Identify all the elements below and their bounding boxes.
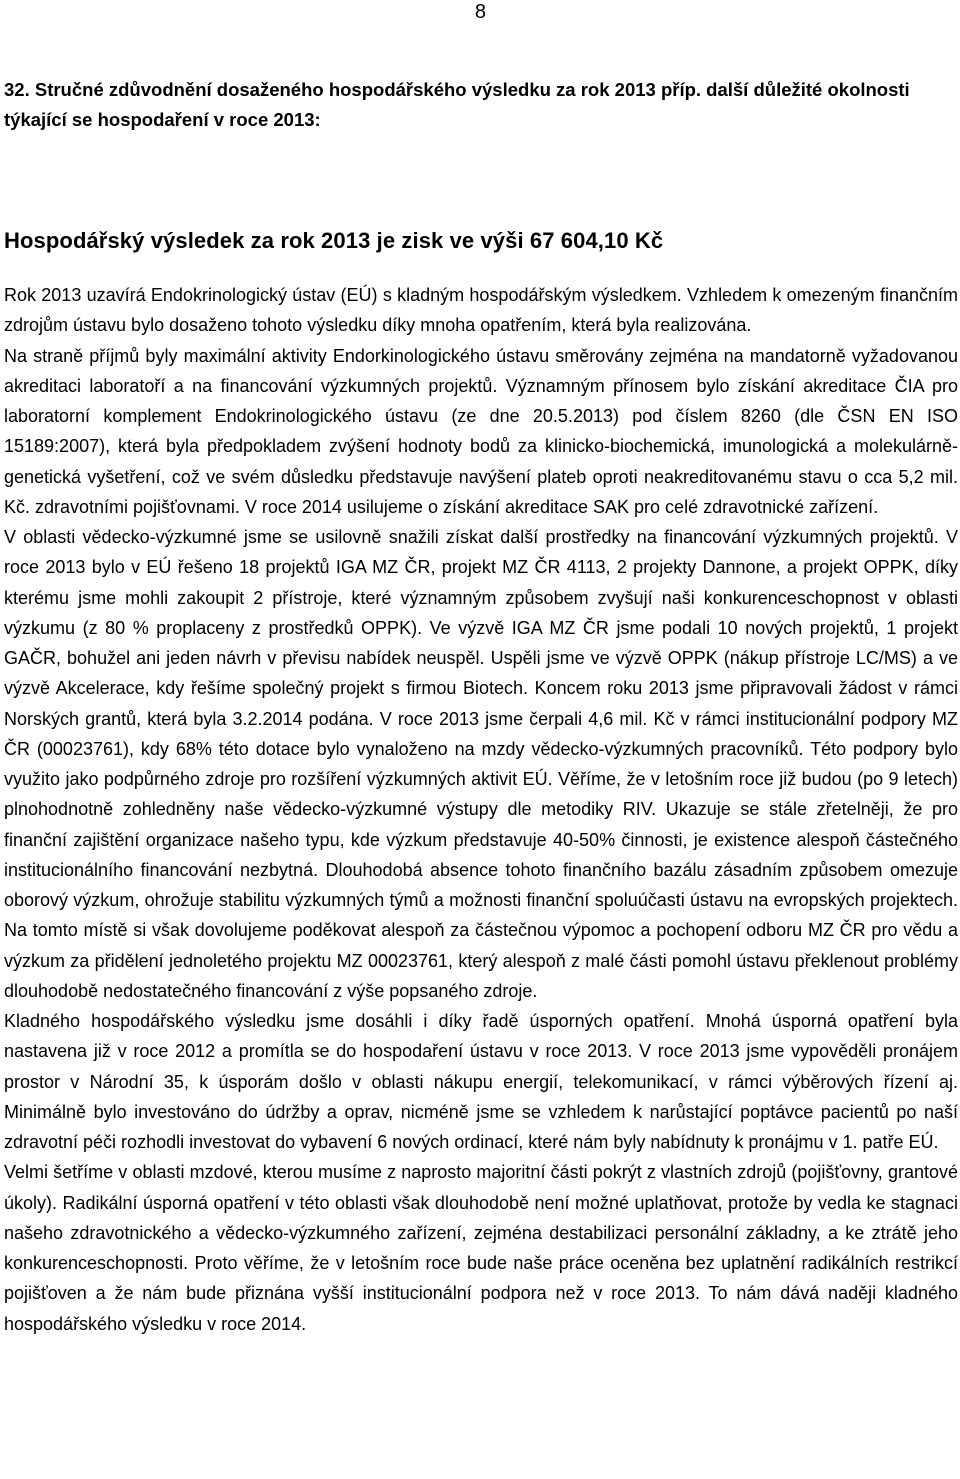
paragraph-wages: Velmi šetříme v oblasti mzdové, kterou musíme z naprosto majoritní části pokrýt z vlastních zdrojů (pojišťovny, grantové úkoly). Radikální úsporná opatření v této oblasti však dlouhodobě není možné uplatňovat, protože by vedla ke stagnaci našeho zdravotnického a vědecko-výzkumného zařízení, zejména destabilizaci personální základny, a ke ztrátě jeho konkurenceschopnosti. Proto věříme, že v letošním roce bude naše práce oceněna bez uplatnění radikálních restrikcí pojišťoven a že nám bude přiznána vyšší institucionální podpora než v roce 2013. To nám dává naději kladného hospodářského výsledku v roce 2014. — [4, 1162, 958, 1334]
page-number: 8 — [474, 1, 486, 23]
section-heading: 32. Stručné zdůvodnění dosaženého hospodářského výsledku za rok 2013 příp. další důležité okolnosti týkající se hospodaření v roce 2013: — [4, 79, 910, 130]
paragraph-income: Na straně příjmů byly maximální aktivity Endorkinologického ústavu směrovány zejména na mandatorně vyžadovanou akreditaci laboratoří a na financování výzkumných projektů. Významným přínosem bylo získání akreditace ČIA pro laboratorní komplement Endokrinologického ústavu (ze dne 20.5.2013) pod číslem 8260 (dle ČSN EN ISO 15189:2007), která byla předpokladem zvýšení hodnoty bodů za klinicko-biochemická, imunologická a molekulárně-genetická vyšetření, což ve svém důsledku představuje navýšení plateb oproti neakreditovanému stavu o cca 5,2 mil. Kč. zdravotními pojišťovnami. V roce 2014 usilujeme o získání akreditace SAK pro celé zdravotnické zařízení. — [4, 345, 958, 517]
paragraph-savings: Kladného hospodářského výsledku jsme dosáhli i díky řadě úsporných opatření. Mnohá úsporná opatření byla nastavena již v roce 2012 a promítla se do hospodaření ústavu v roce 2013. V roce 2013 jsme vypověděli pronájem prostor v Národní 35, k úsporám došlo v oblasti nákupu energií, telekomunikací, v rámci výběrových řízení aj. Minimálně bylo investováno do údržby a oprav, nicméně jsme se vzhledem k narůstající poptávce pacientů po naší zdravotní péči rozhodli investovat do vybavení 6 nových ordinací, které nám byly nabídnuty k pronájmu v 1. patře EÚ. — [4, 1011, 958, 1152]
paragraph-research-funding: V oblasti vědecko-výzkumné jsme se usilovně snažili získat další prostředky na financování výzkumných projektů. V roce 2013 bylo v EÚ řešeno 18 projektů IGA MZ ČR, projekt MZ ČR 4113, 2 projekty Dannone, a projekt OPPK, díky kterému jsme mohli zakoupit 2 přístroje, které významným způsobem zvyšují naši konkurenceschopnost v oblasti výzkumu (z 80 % proplaceny z prostředků OPPK). Ve výzvě IGA MZ ČR jsme podali 10 nových projektů, 1 projekt GAČR, bohužel ani jeden návrh v převisu nabídek neuspěl. Uspěli jsme ve výzvě OPPK (nákup přístroje LC/MS) a ve výzvě Akcelerace, kdy řešíme společný projekt s firmou Biotech. Koncem roku 2013 jsme připravovali žádost v rámci Norských grantů, která byla 3.2.2014 podána. V roce 2013 jsme čerpali 4,6 mil. Kč v rámci institucionální podpory MZ ČR (00023761), kdy 68% této dotace bylo vynaloženo na mzdy vědecko-výzkumných pracovníků. Této podpory bylo využito jako podpůrného zdroje pro rozšíření výzkumných aktivit EÚ. Věříme, že v letošním roce již budou (po 9 letech) plnohodnotně zohledněny naše vědecko-výzkumné výstupy dle metodiky RIV. Ukazuje se stále zřetelněji, že pro finanční zajištění organizace našeho typu, kde výzkum představuje 40-50% činnosti, je existence alespoň částečného institucionálního financování nezbytná. Dlouhodobá absence tohoto finančního bazálu zásadním způsobem omezuje oborový výzkum, ohrožuje stabilitu výzkumných týmů a možnosti finanční spoluúčasti ústavu na evropských projektech. Na tomto místě si však dovolujeme poděkovat alespoň za částečnou výpomoc a pochopení odboru MZ ČR pro vědu a výzkum za přidělení jednoletého projektu MZ 00023761, který alespoň z malé části pomohl ústavu překlenout problémy dlouhodobě nedostatečného financování z výše popsaného zdroje. — [4, 527, 958, 1001]
paragraph-result-summary: Rok 2013 uzavírá Endokrinologický ústav (EÚ) s kladným hospodářským výsledkem. Vzhledem k omezeným finančním zdrojům ústavu bylo dosaženo tohoto výsledku díky mnoha opatřením, která byla realizována. — [4, 285, 958, 336]
result-heading: Hospodářský výsledek za rok 2013 je zisk ve výši 67 604,10 Kč — [4, 228, 664, 253]
body-text — [4, 280, 958, 1339]
